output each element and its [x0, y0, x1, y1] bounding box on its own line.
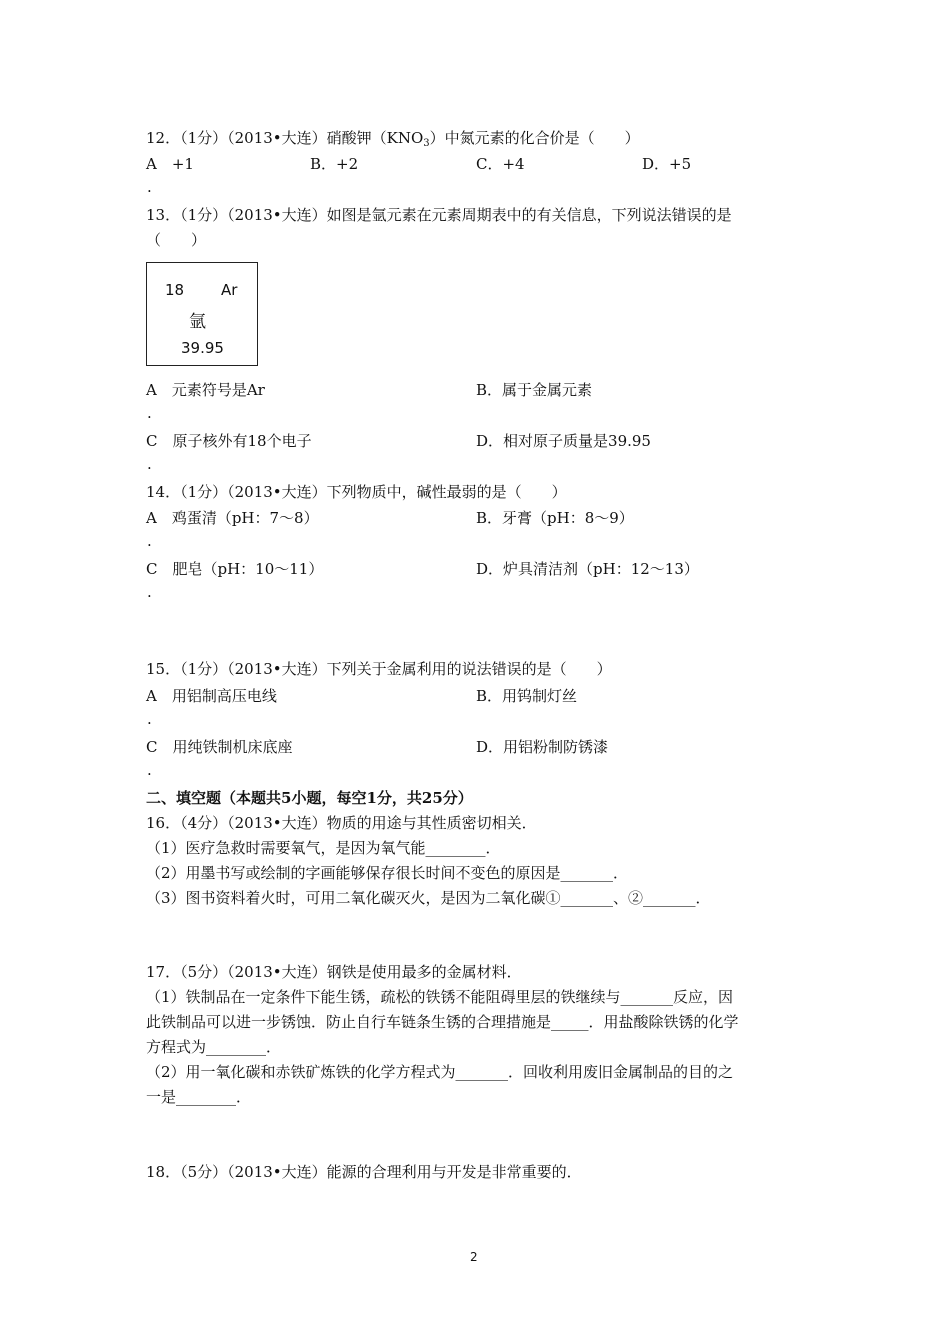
q13-stem: 13．（1分）（2013•大连）如图是氩元素在元素周期表中的有关信息，下列说法错误的是	[146, 206, 732, 224]
q16-part-2: （2）用墨书写或绘制的字画能够保存很长时间不变色的原因是_______．	[146, 864, 629, 882]
q16-stem: 16．（4分）（2013•大连）物质的用途与其性质密切相关．	[146, 814, 537, 832]
q12-option-c: C．+4	[476, 155, 525, 173]
q12-option-b: B．+2	[310, 155, 359, 173]
q14-option-d: D．炉具清洁剂（pH：12～13）	[476, 560, 699, 578]
element-name: 氩	[189, 312, 206, 332]
q15-option-c: C 用纯铁制机床底座	[146, 738, 293, 756]
section-heading: 二、填空题（本题共5小题，每空1分，共25分）	[146, 789, 473, 807]
dot: .	[147, 455, 152, 473]
argon-element-card	[146, 262, 258, 366]
q13-option-b: B．属于金属元素	[476, 381, 593, 399]
q15-option-a: A 用铝制高压电线	[146, 687, 277, 705]
q14-option-c: C 肥皂（pH：10～11）	[146, 560, 324, 578]
q16-part-1: （1）医疗急救时需要氧气，是因为氧气能________．	[146, 839, 501, 857]
q17-part-2-line-1: （2）用一氧化碳和赤铁矿炼铁的化学方程式为_______．回收利用废旧金属制品的目的之	[146, 1063, 734, 1081]
dot: .	[147, 583, 152, 601]
page-number: 2	[470, 1250, 478, 1264]
q13-stem-paren: （ ）	[146, 231, 207, 249]
q17-part-1-line-1: （1）铁制品在一定条件下能生锈，疏松的铁锈不能阻碍里层的铁继续与_______反应，因	[146, 988, 734, 1006]
q14-stem: 14．（1分）（2013•大连）下列物质中，碱性最弱的是（ ）	[146, 483, 567, 501]
q13-option-a: A 元素符号是Ar	[146, 381, 265, 399]
q17-stem: 17．（5分）（2013•大连）钢铁是使用最多的金属材料．	[146, 963, 522, 981]
q14-option-b: B．牙膏（pH：8～9）	[476, 509, 634, 527]
dot: .	[147, 761, 152, 779]
q14-option-a: A 鸡蛋清（pH：7～8）	[146, 509, 319, 527]
q18-stem: 18．（5分）（2013•大连）能源的合理利用与开发是非常重要的．	[146, 1163, 582, 1181]
q15-option-d: D．用铝粉制防锈漆	[476, 738, 609, 756]
dot: .	[147, 532, 152, 550]
q15-option-b: B．用钨制灯丝	[476, 687, 578, 705]
q12-stem: 12．（1分）（2013•大连）硝酸钾$(KNO_3)$中氮元素的化合价是（ ）	[146, 129, 640, 149]
q17-part-1-line-3: 方程式为________．	[146, 1038, 282, 1056]
dot: .	[147, 404, 152, 422]
atomic-number: 18	[165, 281, 185, 299]
q13-option-c: C 原子核外有18个电子	[146, 432, 312, 450]
element-symbol: Ar	[221, 281, 238, 299]
q17-part-2-line-2: 一是________．	[146, 1088, 252, 1106]
q16-part-3: （3）图书资料着火时，可用二氧化碳灭火，是因为二氧化碳①_______、②_______．	[146, 889, 711, 907]
q15-stem: 15．（1分）（2013•大连）下列关于金属利用的说法错误的是（ ）	[146, 660, 612, 678]
q12-option-a: A +1	[146, 155, 194, 173]
q13-option-d: D．相对原子质量是39.95	[476, 432, 651, 450]
q12-option-d: D．+5	[642, 155, 692, 173]
dot: .	[147, 710, 152, 728]
atomic-mass: 39.95	[181, 339, 224, 357]
q17-part-1-line-2: 此铁制品可以进一步锈蚀．防止自行车链条生锈的合理措施是_____．用盐酸除铁锈的化学	[146, 1013, 739, 1031]
dot: .	[147, 178, 152, 196]
